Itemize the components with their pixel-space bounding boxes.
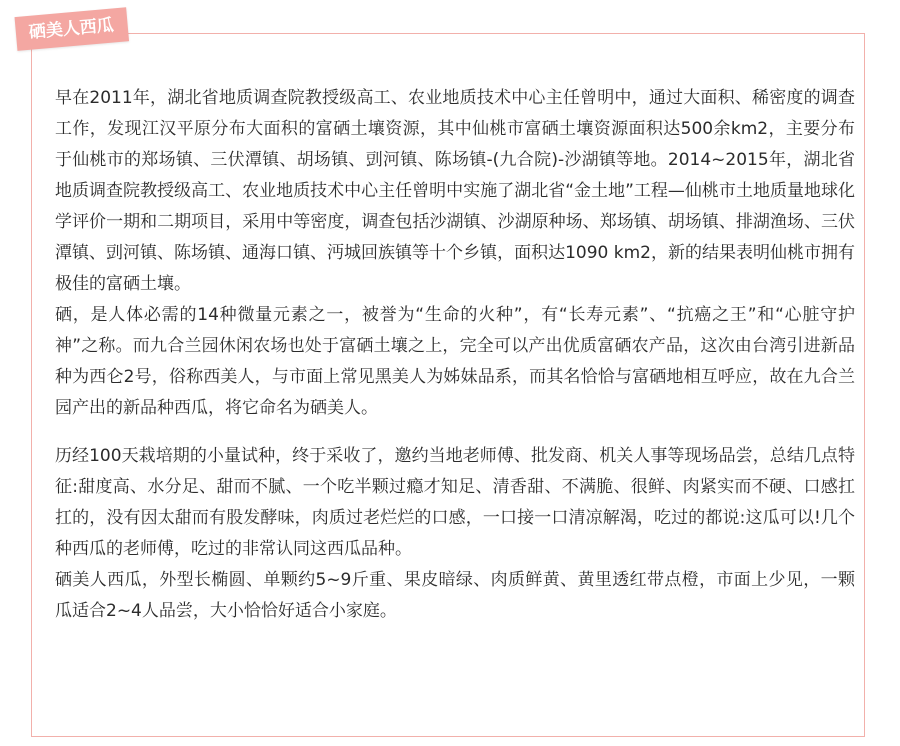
title-tag: 硒美人西瓜 [15, 7, 130, 51]
paragraph-soil-survey: 早在2011年，湖北省地质调查院教授级高工、农业地质技术中心主任曾明中，通过大面积、稀密度的调查工作，发现江汉平原分布大面积的富硒土壤资源，其中仙桃市富硒土壤资源面积达500余km2，主要分布于仙桃市的郑场镇、三伏潭镇、胡场镇、剅河镇、陈场镇-(九合院)-沙湖镇等地。2014~2015年，湖北省地质调查院教授级高工、农业地质技术中心主任曾明中实施了湖北省“金土地”工程—仙桃市土地质量地球化学评价一期和二期项目，采用中等密度，调查包括沙湖镇、沙湖原种场、郑场镇、胡场镇、排湖渔场、三伏潭镇、剅河镇、陈场镇、通海口镇、沔城回族镇等十个乡镇，面积达1090 km2，新的结果表明仙桃市拥有极佳的富硒土壤。 [55, 88, 855, 294]
paragraph-melon-description: 硒美人西瓜，外型长椭圆、单颗约5~9斤重、果皮暗绿、肉质鲜黄、黄里透红带点橙，市面上少见，一颗瓜适合2~4人品尝，大小恰恰好适合小家庭。 [55, 570, 855, 621]
paragraph-selenium-naming: 硒，是人体必需的14种微量元素之一，被誉为“生命的火种”，有“长寿元素”、“抗癌之王”和“心脏守护神”之称。而九合兰园休闲农场也处于富硒土壤之上，完全可以产出优质富硒农产品，这次由台湾引进新品种为西仑2号，俗称西美人，与市面上常见黑美人为姊妹品系，而其名恰恰与富硒地相互呼应，故在九合兰园产出的新品种西瓜，将它命名为硒美人。 [55, 305, 855, 418]
article-body [55, 83, 855, 627]
paragraph-tasting-feedback: 历经100天栽培期的小量试种，终于采收了，邀约当地老师傅、批发商、机关人事等现场品尝，总结几点特征:甜度高、水分足、甜而不腻、一个吃半颗过瘾才知足、清香甜、不满脆、很鲜、肉紧实而不硬、口感扛扛的，没有因太甜而有股发酵味，肉质过老烂烂的口感，一口接一口清凉解渴，吃过的都说:这瓜可以!几个种西瓜的老师傅，吃过的非常认同这西瓜品种。 [55, 446, 855, 559]
